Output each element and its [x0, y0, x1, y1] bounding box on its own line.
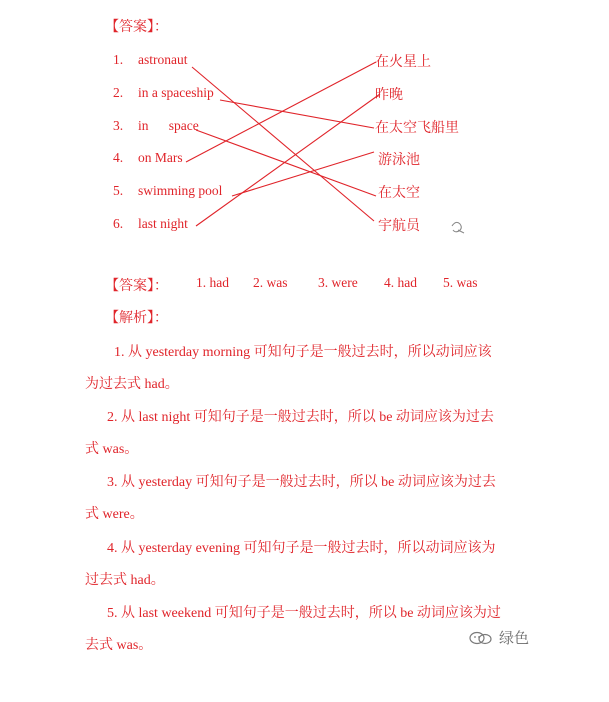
explanation-line: 3. 从 yesterday 可知句子是一般过去时，所以 be 动词应该为过去 [107, 475, 496, 490]
right-item: 游泳池 [378, 153, 420, 168]
match-line [196, 130, 376, 196]
explanation-line: 为过去式 had。 [85, 377, 179, 392]
answer-item: 2. was [253, 275, 288, 290]
section3-heading: 【解析】： [105, 311, 168, 326]
section1-heading: 【答案】： [105, 20, 168, 35]
small-doodle-icon [452, 222, 464, 233]
match-line [232, 152, 374, 196]
explanation-line: 去式 was。 [85, 638, 153, 653]
explanation-line: 1. 从 yesterday morning 可知句子是一般过去时，所以动词应该 [114, 345, 492, 360]
section2-heading: 【答案】： [105, 279, 168, 294]
left-item-num: 3. [113, 118, 124, 133]
left-item-num: 1. [113, 52, 124, 67]
left-item-text: last night [138, 216, 188, 231]
left-item-text: in a spaceship [138, 85, 214, 100]
left-item-text: on Mars [138, 150, 183, 165]
right-item: 在太空 [378, 186, 420, 201]
right-item: 昨晚 [375, 88, 403, 103]
explanation-line: 过去式 had。 [85, 573, 165, 588]
left-item-text: astronaut [138, 52, 188, 67]
left-item-num: 6. [113, 216, 124, 231]
answer-item: 1. had [196, 275, 229, 290]
explanation-line: 2. 从 last night 可知句子是一般过去时，所以 be 动词应该为过去 [107, 410, 494, 425]
explanation-line: 4. 从 yesterday evening 可知句子是一般过去时，所以动词应该为 [107, 541, 496, 556]
wechat-icon [468, 630, 494, 646]
left-item-num: 4. [113, 150, 124, 165]
explanation-line: 式 were。 [85, 507, 144, 522]
right-item: 在火星上 [375, 55, 431, 70]
watermark-text: 绿色 [499, 629, 530, 647]
left-item-num: 2. [113, 85, 124, 100]
explanation-line: 式 was。 [85, 442, 139, 457]
left-item-num: 5. [113, 183, 124, 198]
answer-item: 5. was [443, 275, 478, 290]
match-line [220, 100, 374, 128]
right-item: 在太空飞船里 [375, 121, 459, 136]
left-item-text: swimming pool [138, 183, 223, 198]
answer-item: 4. had [384, 275, 417, 290]
match-line [196, 94, 380, 226]
explanation-line: 5. 从 last weekend 可知句子是一般过去时，所以 be 动词应该为过 [107, 606, 501, 621]
match-line [186, 62, 376, 162]
left-item-text: in space [138, 118, 199, 133]
watermark [468, 627, 529, 648]
right-item: 宇航员 [378, 219, 420, 234]
answer-item: 3. were [318, 275, 358, 290]
